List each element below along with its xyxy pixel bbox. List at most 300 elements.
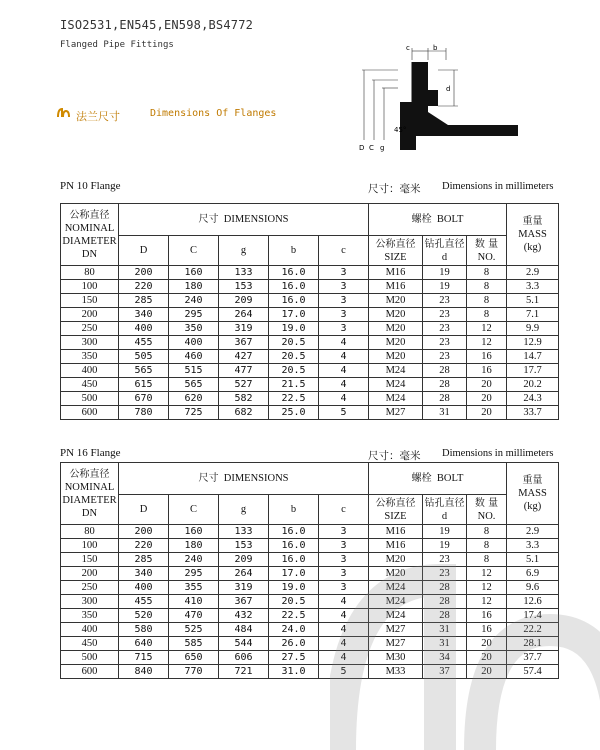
table-cell: 22.2	[507, 623, 559, 637]
hole-diameter-cn: 钻孔直径	[424, 497, 465, 509]
table-cell: 650	[169, 651, 219, 665]
table-cell: 8	[467, 553, 507, 567]
table-cell: 23	[423, 350, 467, 364]
table-cell: 16	[467, 609, 507, 623]
table-row	[61, 280, 559, 294]
col-header-D: D	[119, 236, 169, 266]
table-cell: 160	[169, 525, 219, 539]
table-cell: 585	[169, 637, 219, 651]
table-cell: 600	[61, 406, 119, 420]
diagram-label-angle: 45°	[394, 126, 407, 134]
table-cell: 209	[219, 294, 269, 308]
col-header-c: c	[319, 236, 369, 266]
table-cell: 100	[61, 539, 119, 553]
table-cell: M27	[369, 623, 423, 637]
table-cell: 4	[319, 392, 369, 406]
table-cell: 28	[423, 609, 467, 623]
table-cell: 150	[61, 553, 119, 567]
table-cell: 400	[119, 581, 169, 595]
nominal-diameter-en2: DIAMETER	[62, 235, 117, 247]
table-cell: 20	[467, 637, 507, 651]
table-cell: 400	[119, 322, 169, 336]
table-cell: 3	[319, 294, 369, 308]
table-cell: 5	[319, 665, 369, 679]
nominal-diameter-dn: DN	[81, 507, 98, 519]
table-cell: M24	[369, 609, 423, 623]
col-header-c: c	[319, 495, 369, 525]
table-cell: 620	[169, 392, 219, 406]
table-row	[61, 525, 559, 539]
table-cell: 23	[423, 294, 467, 308]
hole-diameter-cn: 钻孔直径	[424, 238, 465, 250]
table-cell: M16	[369, 266, 423, 280]
table-row	[61, 378, 559, 392]
table-cell: 8	[467, 525, 507, 539]
pn10-unit-en: Dimensions in millimeters	[442, 181, 554, 192]
header-subtitle: Flanged Pipe Fittings	[60, 40, 174, 50]
table-cell: 31.0	[269, 665, 319, 679]
table-cell: 544	[219, 637, 269, 651]
table-row	[61, 392, 559, 406]
bolt-qty-en: NO.	[477, 510, 496, 522]
table-cell: 37	[423, 665, 467, 679]
nominal-diameter-en2: DIAMETER	[62, 494, 117, 506]
table-cell: 16.0	[269, 266, 319, 280]
table-cell: M16	[369, 280, 423, 294]
table-cell: 28	[423, 364, 467, 378]
table-cell: 770	[169, 665, 219, 679]
table-cell: 4	[319, 637, 369, 651]
table-cell: 340	[119, 567, 169, 581]
table-cell: 100	[61, 280, 119, 294]
table-cell: M24	[369, 364, 423, 378]
table-cell: 20.2	[507, 378, 559, 392]
watermark-logo-icon	[330, 560, 600, 750]
table-row	[61, 336, 559, 350]
table-cell: 715	[119, 651, 169, 665]
table-cell: 4	[319, 350, 369, 364]
section-title-en: Dimensions Of Flanges	[150, 108, 277, 119]
table-cell: 28	[423, 595, 467, 609]
table-cell: 133	[219, 266, 269, 280]
table-cell: 355	[169, 581, 219, 595]
dimensions-header	[119, 204, 369, 236]
table-cell: 20.5	[269, 336, 319, 350]
table-cell: 340	[119, 308, 169, 322]
table-cell: 410	[169, 595, 219, 609]
table-cell: 450	[61, 378, 119, 392]
table-cell: 20.5	[269, 364, 319, 378]
mass-header-en: MASS	[518, 229, 547, 240]
table-cell: 264	[219, 308, 269, 322]
table-cell: 19	[423, 280, 467, 294]
col-header-g: g	[219, 495, 269, 525]
table-cell: 640	[119, 637, 169, 651]
bolt-qty-cn: 数 量	[474, 238, 499, 250]
table-cell: 527	[219, 378, 269, 392]
table-cell: M24	[369, 595, 423, 609]
table-cell: M20	[369, 553, 423, 567]
table-cell: 23	[423, 322, 467, 336]
table-cell: 500	[61, 651, 119, 665]
table-cell: 23	[423, 308, 467, 322]
table-cell: 8	[467, 539, 507, 553]
table-cell: M27	[369, 406, 423, 420]
dimensions-header-cn: 尺寸	[198, 473, 219, 484]
table-cell: 300	[61, 595, 119, 609]
table-cell: 28	[423, 392, 467, 406]
nominal-diameter-cn: 公称直径	[69, 468, 110, 480]
table-cell: 4	[319, 336, 369, 350]
table-cell: 264	[219, 567, 269, 581]
mass-header-unit: (kg)	[523, 242, 542, 253]
dimensions-header-cn: 尺寸	[198, 214, 219, 225]
table-cell: 14.7	[507, 350, 559, 364]
bolt-header	[369, 463, 507, 495]
table-cell: 8	[467, 266, 507, 280]
table-cell: 427	[219, 350, 269, 364]
table-cell: 840	[119, 665, 169, 679]
table-cell: 240	[169, 294, 219, 308]
bolt-header-en: BOLT	[436, 473, 464, 484]
table-cell: 17.0	[269, 308, 319, 322]
table-cell: 300	[61, 336, 119, 350]
table-cell: 400	[61, 364, 119, 378]
table-cell: 580	[119, 623, 169, 637]
mass-header	[507, 463, 559, 525]
bolt-size-en: SIZE	[384, 251, 407, 263]
table-cell: 20	[467, 392, 507, 406]
nominal-diameter-cn: 公称直径	[69, 209, 110, 221]
hole-diameter-en: d	[441, 251, 448, 263]
table-cell: 16	[467, 364, 507, 378]
table-cell: 250	[61, 322, 119, 336]
table-cell: M20	[369, 322, 423, 336]
col-header-bolt-qty	[467, 495, 507, 525]
pn16-unit-cn: 尺寸：毫米	[368, 450, 421, 462]
table-cell: 16	[467, 623, 507, 637]
table-cell: M20	[369, 567, 423, 581]
table-cell: 31	[423, 623, 467, 637]
table-cell: 3.3	[507, 539, 559, 553]
table-cell: 4	[319, 609, 369, 623]
table-cell: M16	[369, 525, 423, 539]
pn16-unit-en: Dimensions in millimeters	[442, 448, 554, 459]
table-cell: 3	[319, 280, 369, 294]
nominal-diameter-en1: NOMINAL	[64, 481, 115, 493]
table-cell: 367	[219, 595, 269, 609]
table-cell: 200	[119, 266, 169, 280]
bolt-header	[369, 204, 507, 236]
nominal-diameter-en1: NOMINAL	[64, 222, 115, 234]
table-cell: 9.6	[507, 581, 559, 595]
table-cell: 24.3	[507, 392, 559, 406]
table-cell: 12.9	[507, 336, 559, 350]
table-cell: 450	[61, 637, 119, 651]
table-cell: 2.9	[507, 266, 559, 280]
table-cell: 477	[219, 364, 269, 378]
dimensions-header	[119, 463, 369, 495]
bolt-qty-cn: 数 量	[474, 497, 499, 509]
table-cell: 721	[219, 665, 269, 679]
table-cell: 19	[423, 539, 467, 553]
table-cell: 470	[169, 609, 219, 623]
table-cell: 23	[423, 336, 467, 350]
table-cell: 3	[319, 553, 369, 567]
brand-logo-icon	[57, 108, 71, 118]
table-row	[61, 322, 559, 336]
col-header-b: b	[269, 495, 319, 525]
table-cell: 285	[119, 553, 169, 567]
table-cell: 200	[61, 567, 119, 581]
table-cell: 12	[467, 581, 507, 595]
table-cell: 153	[219, 539, 269, 553]
hole-diameter-en: d	[441, 510, 448, 522]
table-cell: 19	[423, 525, 467, 539]
table-cell: 5.1	[507, 294, 559, 308]
mass-header-cn: 重量	[522, 216, 543, 227]
table-cell: 4	[319, 378, 369, 392]
table-row	[61, 350, 559, 364]
table-cell: 19.0	[269, 322, 319, 336]
table-cell: 16.0	[269, 280, 319, 294]
table-cell: 153	[219, 280, 269, 294]
table-row	[61, 364, 559, 378]
table-cell: 12	[467, 567, 507, 581]
pn16-caption: PN 16 Flange	[60, 447, 121, 459]
table-cell: 26.0	[269, 637, 319, 651]
table-cell: 367	[219, 336, 269, 350]
table-cell: 606	[219, 651, 269, 665]
pn10-table	[60, 203, 559, 420]
diagram-label-g: g	[380, 144, 385, 152]
table-cell: 3	[319, 322, 369, 336]
table-cell: 682	[219, 406, 269, 420]
mass-header-en: MASS	[518, 488, 547, 499]
table-cell: M33	[369, 665, 423, 679]
flange-cross-section-diagram	[350, 40, 520, 155]
table-cell: 4	[319, 595, 369, 609]
table-cell: 16	[467, 350, 507, 364]
header-standards: ISO2531,EN545,EN598,BS4772	[60, 18, 254, 32]
dimensions-header-en: DIMENSIONS	[223, 214, 289, 225]
table-row	[61, 294, 559, 308]
mass-header-unit: (kg)	[523, 501, 542, 512]
col-header-hole-diameter	[423, 495, 467, 525]
table-cell: 8	[467, 308, 507, 322]
table-cell: M20	[369, 308, 423, 322]
table-cell: 670	[119, 392, 169, 406]
table-cell: 400	[61, 623, 119, 637]
diagram-label-D: D	[359, 144, 365, 152]
table-cell: 23	[423, 567, 467, 581]
table-cell: 460	[169, 350, 219, 364]
table-cell: 220	[119, 539, 169, 553]
table-cell: 350	[61, 350, 119, 364]
table-cell: 3	[319, 581, 369, 595]
table-cell: 20.5	[269, 595, 319, 609]
nominal-diameter-dn: DN	[81, 248, 98, 260]
mass-header	[507, 204, 559, 266]
table-cell: 21.5	[269, 378, 319, 392]
table-cell: 33.7	[507, 406, 559, 420]
table-cell: 319	[219, 581, 269, 595]
table-cell: 2.9	[507, 525, 559, 539]
diagram-label-c: c	[406, 44, 410, 52]
col-header-bolt-size	[369, 495, 423, 525]
table-cell: 484	[219, 623, 269, 637]
table-cell: 20	[467, 406, 507, 420]
table-cell: 12.6	[507, 595, 559, 609]
table-cell: 57.4	[507, 665, 559, 679]
table-cell: 20.5	[269, 350, 319, 364]
diagram-label-d: d	[446, 85, 451, 93]
table-cell: 20	[467, 651, 507, 665]
table-cell: 22.5	[269, 392, 319, 406]
table-cell: M20	[369, 336, 423, 350]
table-cell: 12	[467, 336, 507, 350]
table-cell: 319	[219, 322, 269, 336]
table-cell: 20	[467, 665, 507, 679]
table-cell: M20	[369, 350, 423, 364]
table-cell: 3	[319, 539, 369, 553]
table-cell: 200	[61, 308, 119, 322]
table-cell: 220	[119, 280, 169, 294]
table-row	[61, 266, 559, 280]
table-cell: 200	[119, 525, 169, 539]
table-cell: 582	[219, 392, 269, 406]
table-cell: 23	[423, 553, 467, 567]
table-cell: 160	[169, 266, 219, 280]
col-header-D: D	[119, 495, 169, 525]
table-row	[61, 539, 559, 553]
section-title-cn: 法兰尺寸	[76, 110, 120, 123]
table-cell: 16.0	[269, 539, 319, 553]
table-cell: 4	[319, 364, 369, 378]
table-cell: 8	[467, 280, 507, 294]
nominal-diameter-header	[61, 204, 119, 266]
col-header-C: C	[169, 495, 219, 525]
table-cell: 37.7	[507, 651, 559, 665]
diagram-label-C: C	[369, 144, 374, 152]
table-cell: 34	[423, 651, 467, 665]
table-cell: 7.1	[507, 308, 559, 322]
table-cell: 432	[219, 609, 269, 623]
table-cell: 525	[169, 623, 219, 637]
col-header-bolt-qty	[467, 236, 507, 266]
table-cell: 5.1	[507, 553, 559, 567]
table-cell: 520	[119, 609, 169, 623]
table-cell: 180	[169, 539, 219, 553]
table-cell: 505	[119, 350, 169, 364]
bolt-size-en: SIZE	[384, 510, 407, 522]
table-cell: 180	[169, 280, 219, 294]
table-cell: 8	[467, 294, 507, 308]
table-cell: 725	[169, 406, 219, 420]
table-cell: 133	[219, 525, 269, 539]
table-cell: 400	[169, 336, 219, 350]
bolt-header-cn: 螺栓	[411, 473, 432, 484]
table-cell: 285	[119, 294, 169, 308]
table-cell: 17.7	[507, 364, 559, 378]
table-cell: 3	[319, 308, 369, 322]
bolt-size-cn: 公称直径	[375, 497, 416, 509]
table-row	[61, 308, 559, 322]
col-header-bolt-size	[369, 236, 423, 266]
table-cell: 16.0	[269, 553, 319, 567]
col-header-hole-diameter	[423, 236, 467, 266]
table-cell: 6.9	[507, 567, 559, 581]
table-cell: 3.3	[507, 280, 559, 294]
bolt-header-en: BOLT	[436, 214, 464, 225]
table-cell: 350	[169, 322, 219, 336]
table-cell: 3	[319, 567, 369, 581]
table-cell: 17.0	[269, 567, 319, 581]
col-header-g: g	[219, 236, 269, 266]
table-cell: 5	[319, 406, 369, 420]
mass-header-cn: 重量	[522, 475, 543, 486]
table-cell: M24	[369, 378, 423, 392]
table-cell: 28	[423, 581, 467, 595]
diagram-label-b: b	[433, 44, 438, 52]
table-cell: 80	[61, 525, 119, 539]
table-cell: 16.0	[269, 294, 319, 308]
table-cell: 350	[61, 609, 119, 623]
table-cell: M24	[369, 392, 423, 406]
table-cell: 20	[467, 378, 507, 392]
pn10-unit-cn: 尺寸：毫米	[368, 183, 421, 195]
table-cell: 22.5	[269, 609, 319, 623]
table-cell: M30	[369, 651, 423, 665]
table-cell: 565	[119, 364, 169, 378]
table-cell: 209	[219, 553, 269, 567]
table-cell: 12	[467, 322, 507, 336]
table-cell: 500	[61, 392, 119, 406]
col-header-b: b	[269, 236, 319, 266]
table-cell: 455	[119, 595, 169, 609]
bolt-header-cn: 螺栓	[411, 214, 432, 225]
table-cell: 19.0	[269, 581, 319, 595]
table-cell: 28.1	[507, 637, 559, 651]
table-cell: 3	[319, 266, 369, 280]
table-cell: 12	[467, 595, 507, 609]
table-cell: 28	[423, 378, 467, 392]
table-cell: M16	[369, 539, 423, 553]
table-cell: 295	[169, 308, 219, 322]
table-cell: 80	[61, 266, 119, 280]
table-cell: 455	[119, 336, 169, 350]
table-cell: M27	[369, 637, 423, 651]
table-cell: 9.9	[507, 322, 559, 336]
table-cell: 600	[61, 665, 119, 679]
table-cell: 19	[423, 266, 467, 280]
dimensions-header-en: DIMENSIONS	[223, 473, 289, 484]
table-cell: 4	[319, 651, 369, 665]
table-cell: 3	[319, 525, 369, 539]
pn10-caption: PN 10 Flange	[60, 180, 121, 192]
table-cell: 615	[119, 378, 169, 392]
table-cell: 515	[169, 364, 219, 378]
table-cell: 17.4	[507, 609, 559, 623]
table-cell: 31	[423, 637, 467, 651]
table-cell: M24	[369, 581, 423, 595]
table-cell: 31	[423, 406, 467, 420]
table-cell: 240	[169, 553, 219, 567]
col-header-C: C	[169, 236, 219, 266]
table-cell: 27.5	[269, 651, 319, 665]
table-cell: M20	[369, 294, 423, 308]
table-cell: 250	[61, 581, 119, 595]
